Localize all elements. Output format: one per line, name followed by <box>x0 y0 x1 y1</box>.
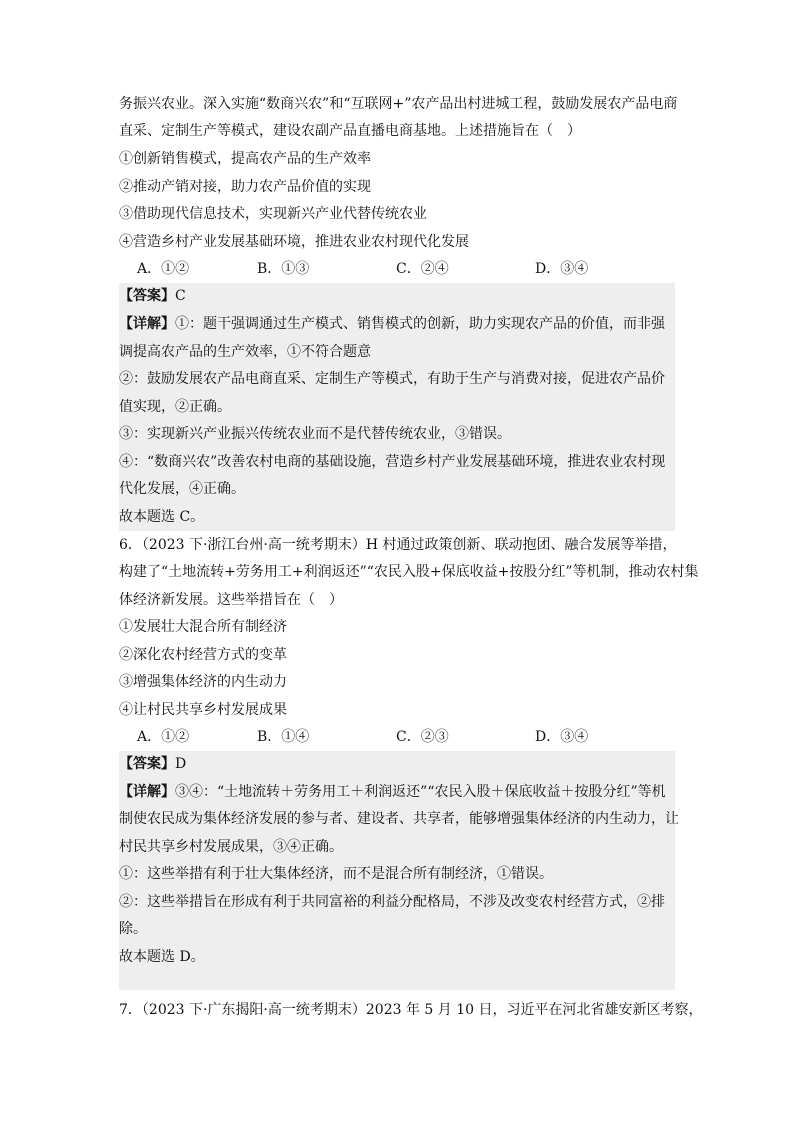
q6-item-3: ③增强集体经济的内生动力 <box>119 674 287 690</box>
q5-explain-line-5: ③：实现新兴产业振兴传统农业而不是代替传统农业，③错误。 <box>119 426 511 442</box>
q6-option-b: B．①④ <box>257 729 310 745</box>
q6-explain-line-2: 制使农民成为集体经济发展的参与者、建设者、共享者，能够增强集体经济的内生动力，让 <box>119 811 679 827</box>
q5-explain-line-8: 故本题选 C。 <box>119 509 205 525</box>
q5-answer <box>119 286 186 306</box>
q5-stem-line-1: 务振兴农业。深入实施“数商兴农”和“互联网+”农产品出村进城工程，鼓励发展农产品电商 <box>119 96 678 112</box>
q5-option-d: D．③④ <box>535 261 589 277</box>
q5-explain-line-2: 调提高农产品的生产效率，①不符合题意 <box>119 344 371 360</box>
q5-option-a: A．①② <box>137 261 190 277</box>
q6-explain-line-4: ①：这些举措有利于壮大集体经济，而不是混合所有制经济，①错误。 <box>119 866 553 882</box>
q5-stem-line-2: 直采、定制生产等模式，建设农副产品直播电商基地。上述措施旨在（ ） <box>119 123 581 139</box>
q5-option-b: B．①③ <box>257 261 310 277</box>
q5-explain-line-3: ②：鼓励发展农产品电商直采、定制生产等模式，有助于生产与消费对接，促进农产品价 <box>119 371 665 387</box>
q5-item-3: ③借助现代信息技术，实现新兴产业代替传统农业 <box>119 206 427 222</box>
q6-stem-line-2: 构建了“土地流转+劳务用工+利润返还”“农民入股+保底收益+按股分红”等机制，推动农村集 <box>119 564 699 580</box>
q5-answer-tag: 【答案】 <box>119 288 175 304</box>
q6-option-c: C．②③ <box>396 729 449 745</box>
q6-answer-value: D <box>175 756 187 772</box>
q6-item-1: ①发展壮大混合所有制经济 <box>119 619 287 635</box>
q5-item-1: ①创新销售模式，提高农产品的生产效率 <box>119 151 371 167</box>
q5-explain-line-1 <box>119 314 665 334</box>
q7-stem-line-1: 7．（2023 下·广东揭阳·高一统考期末）2023 年 5 月 10 日，习近平在河北省雄安新区考察， <box>119 1002 703 1018</box>
q6-answer-tag: 【答案】 <box>119 756 175 772</box>
q5-item-2: ②推动产销对接，助力农产品价值的实现 <box>119 179 371 195</box>
q6-item-2: ②深化农村经营方式的变革 <box>119 647 287 663</box>
q5-explain-tag: 【详解】 <box>119 316 175 332</box>
q5-option-c: C．②④ <box>396 261 449 277</box>
q6-explain-line-1 <box>119 782 666 802</box>
q6-explain-line-7: 故本题选 D。 <box>119 949 205 965</box>
q6-stem-line-3: 体经济新发展。这些举措旨在（ ） <box>119 592 343 608</box>
q6-item-4: ④让村民共享乡村发展成果 <box>119 702 287 718</box>
q6-explain-tag: 【详解】 <box>119 784 175 800</box>
q5-item-4: ④营造乡村产业发展基础环境，推进农业农村现代化发展 <box>119 234 469 250</box>
q5-explain-line-4: 值实现，②正确。 <box>119 399 231 415</box>
q6-stem-line-1: 6．（2023 下·浙江台州·高一统考期末）H 村通过政策创新、联动抱团、融合发展等举措， <box>119 537 677 553</box>
q6-option-d: D．③④ <box>535 729 589 745</box>
q5-explain-line-7: 代化发展，④正确。 <box>119 481 245 497</box>
q5-answer-value: C <box>175 288 186 304</box>
q6-answer <box>119 754 186 774</box>
q6-explain-text-1: ③④：“土地流转＋劳务用工＋利润返还”“农民入股＋保底收益＋按股分红”等机 <box>175 784 666 800</box>
q6-option-a: A．①② <box>137 729 190 745</box>
q5-explain-text-1: ①：题干强调通过生产模式、销售模式的创新，助力实现农产品的价值，而非强 <box>175 316 665 332</box>
q5-explain-line-6: ④：“数商兴农”改善农村电商的基础设施，营造乡村产业发展基础环境，推进农业农村现 <box>119 454 666 470</box>
q6-explain-line-3: 村民共享乡村发展成果，③④正确。 <box>119 839 343 855</box>
q6-explain-line-6: 除。 <box>119 921 147 937</box>
q6-explain-line-5: ②：这些举措旨在形成有利于共同富裕的利益分配格局，不涉及改变农村经营方式，②排 <box>119 894 665 910</box>
